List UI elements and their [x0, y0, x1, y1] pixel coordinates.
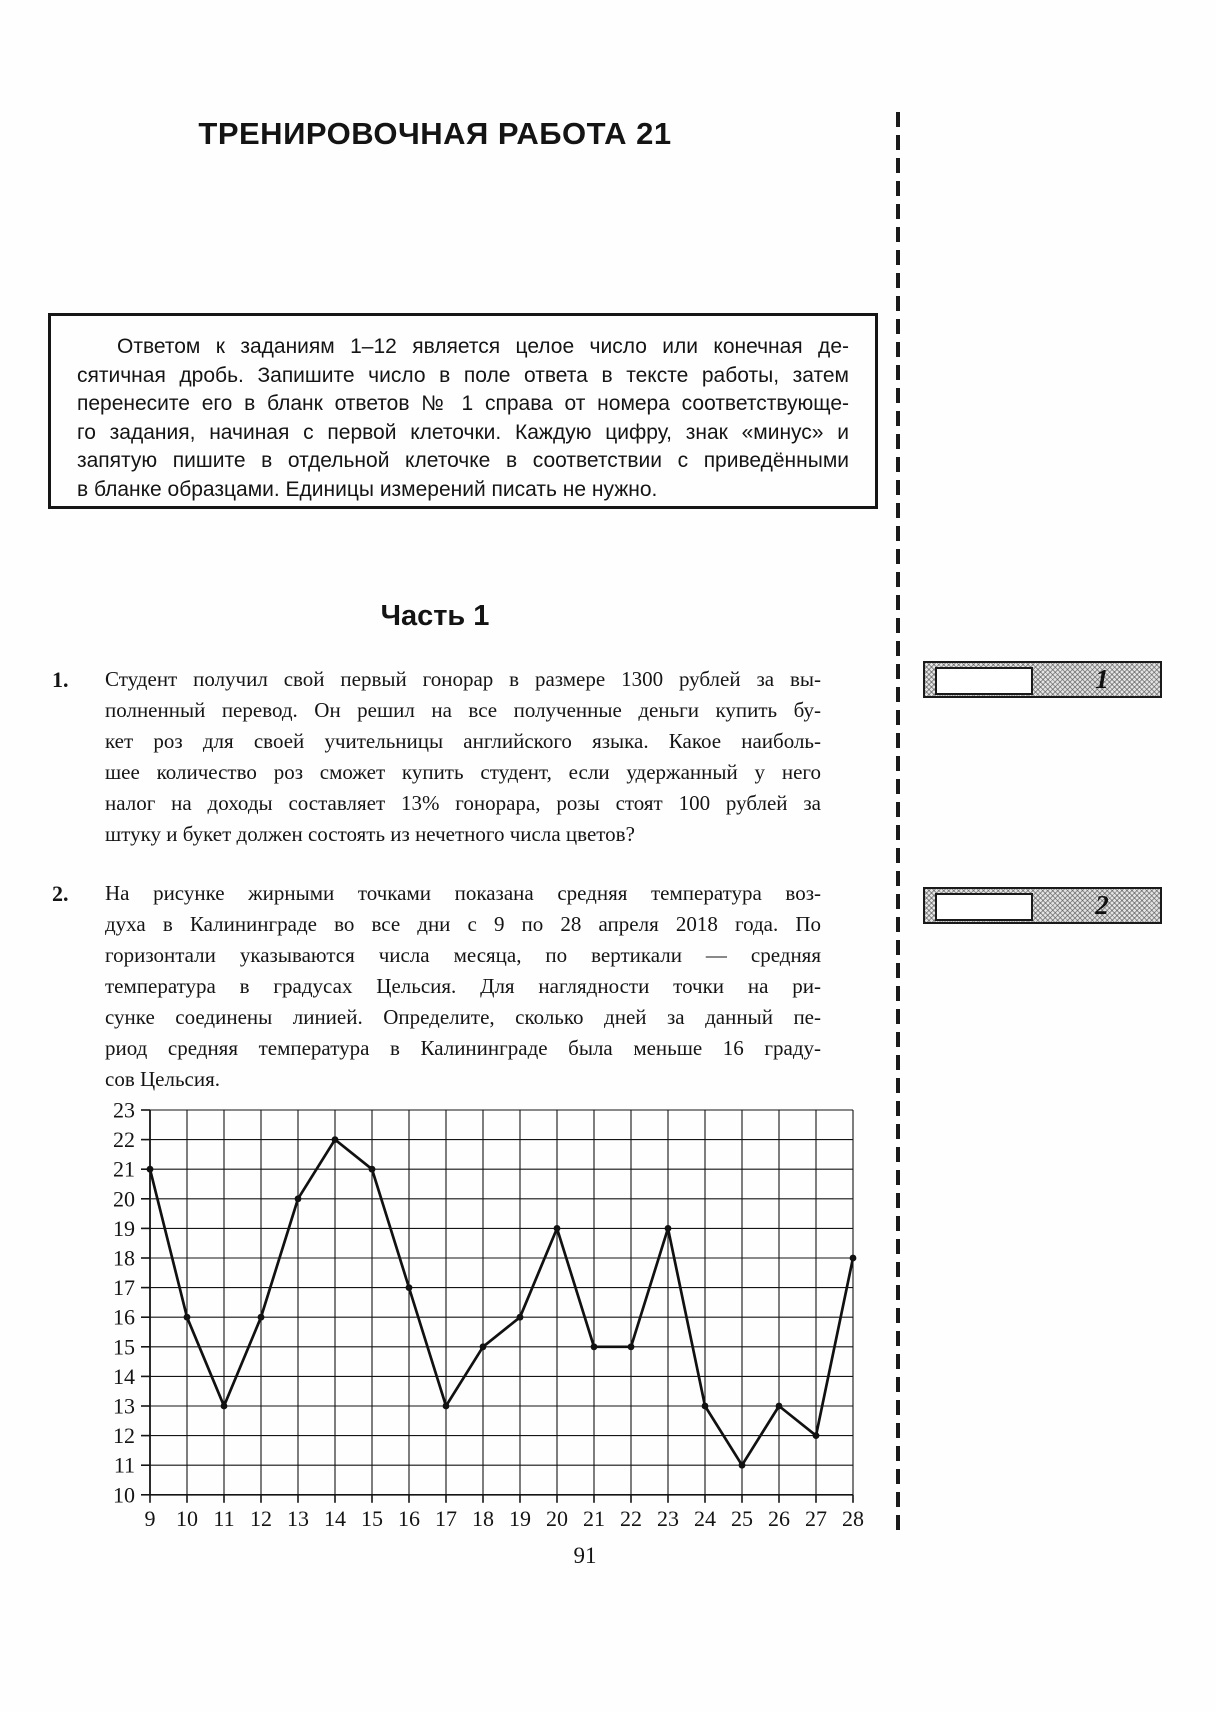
svg-text:16: 16 — [398, 1505, 420, 1531]
problem-line: штуку и букет должен состоять из нечетного числа цветов? — [105, 822, 635, 846]
svg-text:17: 17 — [113, 1275, 135, 1301]
svg-text:20: 20 — [113, 1186, 135, 1212]
answer-box-1 — [923, 661, 1162, 698]
svg-text:18: 18 — [113, 1245, 135, 1271]
svg-text:23: 23 — [113, 1097, 135, 1123]
answer-field-2[interactable] — [935, 893, 1033, 921]
page-divider-dashed-line — [896, 112, 900, 1530]
svg-text:24: 24 — [694, 1505, 716, 1531]
svg-text:22: 22 — [113, 1127, 135, 1153]
answer-field-1[interactable] — [935, 667, 1033, 695]
problem-line: горизонтали указываются числа месяца, по вертикали — средняя — [105, 943, 821, 967]
instruction-line: в бланке образцами. Единицы измерений писать не нужно. — [77, 477, 658, 501]
svg-text:21: 21 — [583, 1505, 605, 1531]
problem-line: налог на доходы составляет 13% гонорара, розы стоят 100 рублей за — [105, 791, 821, 815]
answer-box-number: 1 — [1095, 664, 1109, 694]
problem-line: риод средняя температура в Калининграде была меньше 16 граду- — [105, 1036, 821, 1060]
problem-line: температура в градусах Цельсия. Для наглядности точки на ри- — [105, 974, 821, 998]
svg-text:14: 14 — [324, 1505, 346, 1531]
svg-text:15: 15 — [113, 1334, 135, 1360]
svg-text:19: 19 — [113, 1215, 135, 1241]
svg-text:25: 25 — [731, 1505, 753, 1531]
page-title: ТРЕНИРОВОЧНАЯ РАБОТА 21 — [198, 116, 672, 151]
svg-text:15: 15 — [361, 1505, 383, 1531]
instruction-line: го задания, начиная с первой клеточки. Каждую цифру, знак «минус» и — [77, 420, 849, 444]
svg-text:23: 23 — [657, 1505, 679, 1531]
svg-text:26: 26 — [768, 1505, 790, 1531]
problem-1-number: 1. — [52, 667, 69, 692]
problem-line: Студент получил свой первый гонорар в размере 1300 рублей за вы- — [105, 667, 821, 691]
problem-1-text — [105, 664, 821, 850]
svg-text:27: 27 — [805, 1505, 827, 1531]
instruction-line: сятичная дробь. Запишите число в поле ответа в тексте работы, затем — [77, 363, 849, 387]
answer-box-2 — [923, 887, 1162, 924]
svg-text:12: 12 — [250, 1505, 272, 1531]
instruction-line: перенесите его в бланк ответов № 1 справа от номера соответствующе- — [77, 392, 849, 415]
svg-text:16: 16 — [113, 1304, 135, 1330]
answer-box-number: 2 — [1095, 890, 1109, 920]
svg-text:18: 18 — [472, 1505, 494, 1531]
svg-text:22: 22 — [620, 1505, 642, 1531]
svg-text:19: 19 — [509, 1505, 531, 1531]
part-title: Часть 1 — [380, 600, 490, 632]
svg-text:11: 11 — [113, 1452, 135, 1478]
problem-line: полненный перевод. Он решил на все полученные деньги купить бу- — [105, 698, 821, 722]
instruction-line: Ответом к заданиям 1–12 является целое число или конечная де- — [117, 335, 849, 358]
problem-line: духа в Калининграде во все дни с 9 по 28 апреля 2018 года. По — [105, 912, 821, 936]
svg-text:14: 14 — [113, 1363, 135, 1389]
problem-line: сов Цельсия. — [105, 1067, 220, 1091]
page-number: 91 — [573, 1543, 597, 1568]
instruction-line: запятую пишите в отдельной клеточке в соответствии с приведёнными — [77, 449, 849, 472]
problem-2-number: 2. — [52, 881, 69, 906]
problem-line: сунке соединены линией. Определите, сколько дней за данный пе- — [105, 1005, 821, 1029]
svg-text:9: 9 — [144, 1505, 156, 1531]
svg-text:17: 17 — [435, 1505, 457, 1531]
problem-2-text — [105, 878, 821, 1095]
svg-text:12: 12 — [113, 1423, 135, 1449]
problem-line: кет роз для своей учительницы английского языка. Какое наиболь- — [105, 729, 821, 753]
svg-text:10: 10 — [176, 1505, 198, 1531]
svg-text:28: 28 — [842, 1505, 864, 1531]
problem-line: шее количество роз сможет купить студент, если удержанный у него — [105, 760, 821, 784]
svg-text:10: 10 — [113, 1482, 135, 1508]
temperature-chart — [60, 1080, 880, 1560]
svg-text:21: 21 — [113, 1156, 135, 1182]
problem-line: На рисунке жирными точками показана средняя температура воз- — [105, 881, 821, 905]
svg-text:20: 20 — [546, 1505, 568, 1531]
svg-text:11: 11 — [213, 1505, 235, 1531]
svg-text:13: 13 — [113, 1393, 135, 1419]
svg-text:13: 13 — [287, 1505, 309, 1531]
instructions-box — [48, 313, 878, 509]
